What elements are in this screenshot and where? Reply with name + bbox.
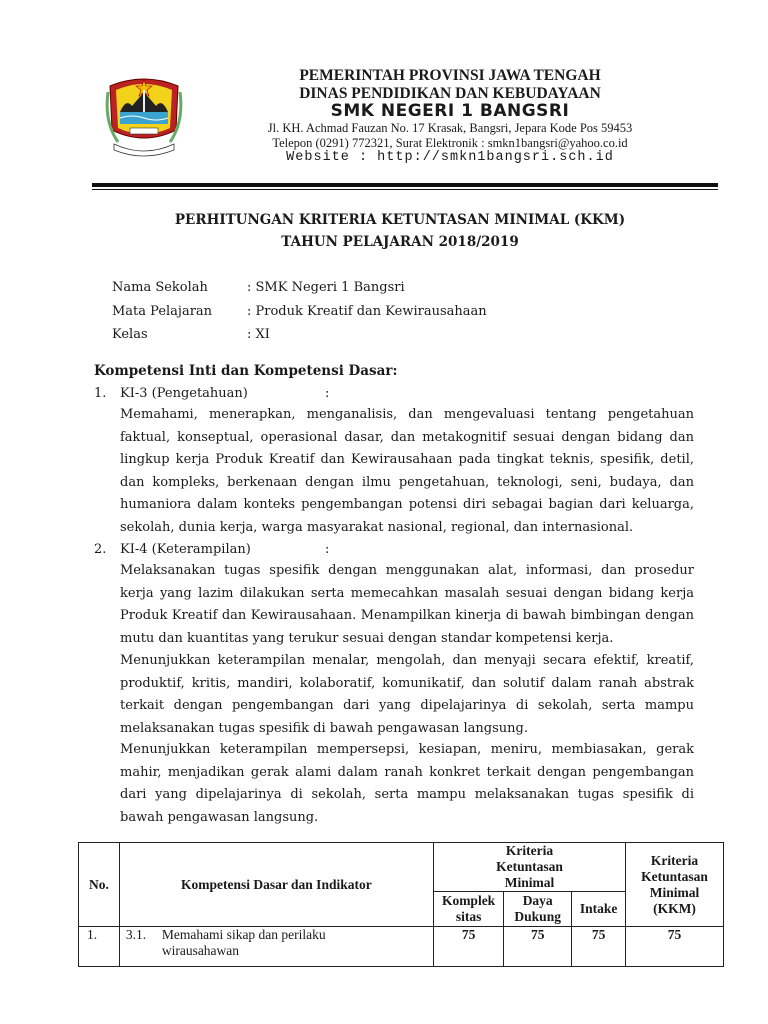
kd-text: Memahami sikap dan perilaku wirausahawan	[161, 927, 326, 958]
header-kkm: Kriteria Ketuntasan Minimal (KKM)	[626, 843, 724, 927]
cell-no: 1.	[79, 927, 120, 967]
header-kompleksitas: Komplek sitas	[433, 892, 503, 927]
cell-daya-dukung: 75	[504, 927, 572, 967]
ki-title: KI-3 (Pengetahuan)	[120, 386, 248, 401]
header-no: No.	[79, 843, 120, 927]
kkm-table	[78, 842, 724, 967]
ki-colon: :	[325, 386, 330, 401]
document-title: PERHITUNGAN KRITERIA KETUNTASAN MINIMAL (KKM)	[174, 212, 626, 228]
ki-paragraph: Melaksanakan tugas spesifik dengan menggunakan alat, informasi, dan prosedur kerja yang lazim dilakukan serta memecahkan masalah sesuai dengan bidang kerja Produk Kreatif dan Kewirausahaan. Menampilkan kinerja di bawah bimbingan dengan mutu dan kuantitas yang terukur sesuai dengan standar kompetensi kerja.	[120, 563, 694, 646]
document-subtitle: TAHUN PELAJARAN 2018/2019	[281, 234, 519, 250]
cell-kompleksitas: 75	[433, 927, 503, 967]
info-row	[112, 327, 270, 342]
cell-kd	[119, 927, 433, 967]
letterhead-divider	[92, 183, 718, 187]
info-label: Kelas	[112, 327, 148, 342]
letterhead-divider-thin	[92, 189, 718, 190]
info-value: : XI	[247, 327, 270, 342]
school-contact: Telepon (0291) 772321, Surat Elektronik : smkn1bangsri@yahoo.co.id	[272, 136, 628, 150]
cell-kkm: 75	[626, 927, 724, 967]
header-kd: Kompetensi Dasar dan Indikator	[119, 843, 433, 927]
info-value: : SMK Negeri 1 Bangsri	[247, 280, 405, 295]
letterhead-line2: DINAS PENDIDIKAN DAN KEBUDAYAAN	[299, 85, 601, 102]
school-name: SMK NEGERI 1 BANGSRI	[330, 101, 570, 121]
ki-title: KI-4 (Keterampilan)	[120, 542, 251, 557]
info-label: Nama Sekolah	[112, 280, 208, 295]
header-kriteria: Kriteria Ketuntasan Minimal	[433, 843, 625, 892]
school-address: Jl. KH. Achmad Fauzan No. 17 Krasak, Bangsri, Jepara Kode Pos 59453	[267, 121, 633, 135]
table-row	[79, 927, 724, 967]
kd-number: 3.1.	[125, 927, 147, 942]
info-value: : Produk Kreatif dan Kewirausahaan	[247, 304, 487, 319]
info-row	[112, 304, 487, 319]
ki-paragraph: Menunjukkan keterampilan mempersepsi, kesiapan, meniru, membiasakan, gerak mahir, menjadikan gerak alami dalam ranah konkret terkait dengan pengembangan dari yang dipelajarinya di sekolah, serta mampu melaksanakan tugas spesifik di bawah pengawasan langsung.	[120, 742, 694, 825]
ki-number: 1.	[94, 386, 107, 401]
letterhead-line1: PEMERINTAH PROVINSI JAWA TENGAH	[299, 67, 601, 84]
ki-colon: :	[325, 542, 330, 557]
school-website: Website : http://smkn1bangsri.sch.id	[286, 150, 614, 165]
header-daya-dukung: Daya Dukung	[504, 892, 572, 927]
cell-intake: 75	[572, 927, 626, 967]
provincial-emblem-icon	[104, 72, 184, 160]
info-label: Mata Pelajaran	[112, 304, 213, 319]
ki-paragraph: Memahami, menerapkan, menganalisis, dan mengevaluasi tentang pengetahuan faktual, konseptual, operasional dasar, dan metakognitif sesuai dengan bidang dan lingkup kerja Produk Kreatif dan Kewirausahaan pada tingkat teknis, spesifik, detil, dan kompleks, berkenaan dengan ilmu pengetahuan, teknologi, seni, budaya, dan humaniora dalam konteks pengembangan potensi diri sebagai bagian dari keluarga, sekolah, dunia kerja, warga masyarakat nasional, regional, dan internasional.	[120, 407, 694, 535]
logo	[104, 72, 184, 160]
section-heading: Kompetensi Inti dan Kompetensi Dasar:	[94, 363, 398, 379]
ki-paragraph: Menunjukkan keterampilan menalar, mengolah, dan menyaji secara efektif, kreatif, produktif, kritis, mandiri, kolaboratif, komunikatif, dan solutif dalam ranah abstrak terkait dengan pengembangan dari yang dipelajarinya di sekolah, serta mampu melaksanakan tugas spesifik di bawah pengawasan langsung.	[120, 653, 694, 736]
ki-number: 2.	[94, 542, 107, 557]
info-row	[112, 280, 405, 295]
header-intake: Intake	[572, 892, 626, 927]
